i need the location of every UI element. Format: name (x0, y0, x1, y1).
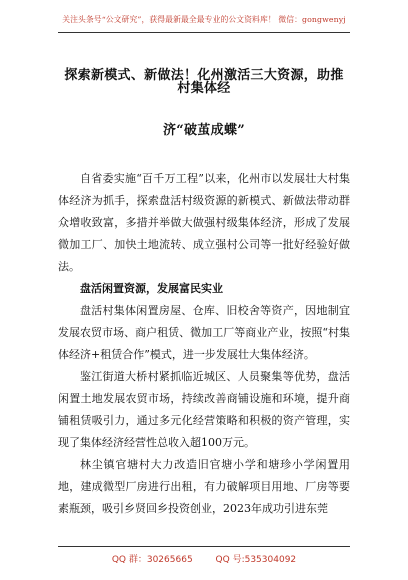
paragraph-body: 鉴江街道大桥村紧抓临近城区、人员聚集等优势，盘活闲置土地发展农贸市场，持续改善商铺设施和环境，提升商铺租赁吸引力，通过多元化经营策略和积极的资产管理，实现了集体经济经营性总收入超100万元。 (58, 370, 350, 449)
header-divider (58, 32, 350, 33)
paragraph-intro: 自省委实施“百千万工程”以来，化州市以发展壮大村集体经济为抓手，探索盘活村级资源的新模式、新做法带动群众增收致富，多措并举做大做强村级集体经济，形成了发展微加工厂、加快土地流转、成立强村公司等一批好经验好做法。 (58, 172, 350, 273)
document-title-line-2: 济“破茧成蝶” (162, 123, 246, 138)
paragraph-body: 林尘镇官塘村大力改造旧官塘小学和塘珍小学闲置用地，建成微型厂房进行出租，有力破解项目用地、厂房等要素瓶颈，吸引乡贤回乡投资创业，2023年成功引进东莞 (58, 458, 350, 515)
footer-qq-group: QQ 群：30265665 (111, 555, 193, 565)
footer (0, 552, 408, 565)
section-heading: 盘活闲置资源，发展富民实业 (80, 282, 223, 295)
footer-qq-number: QQ 号:535304092 (215, 555, 297, 565)
paragraph-body: 盘活村集体闲置房屋、仓库、旧校舍等资产，因地制宜发展农贸市场、商户租赁、微加工厂等商业产业，按照“村集体经济+租赁合作”模式，进一步发展壮大集体经济。 (58, 304, 350, 361)
document-title-line-1: 探索新模式、新做法！化州激活三大资源，助推村集体经 (64, 68, 344, 96)
footer-divider (58, 546, 350, 547)
header-banner: 关注头条号“公文研究”，获得最新最全最专业的公文资料库！ 微信：gongwenyj (62, 15, 346, 24)
